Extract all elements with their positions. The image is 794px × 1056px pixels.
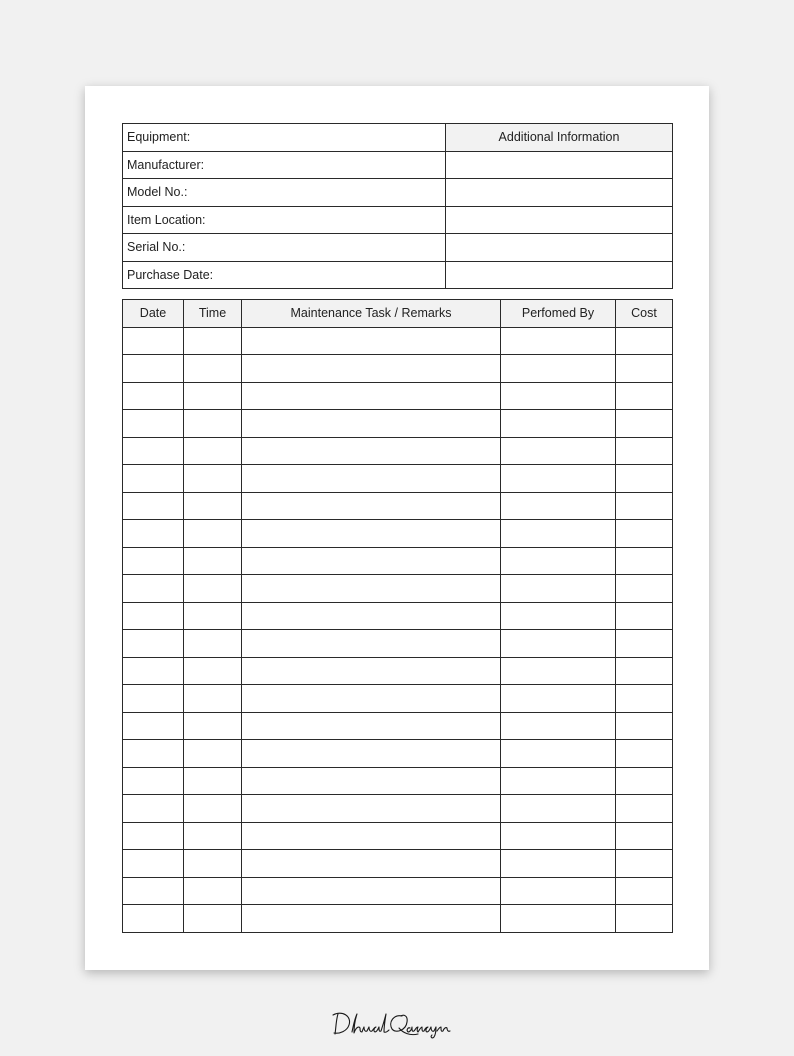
task-remarks-cell[interactable]: [242, 657, 501, 685]
cost-cell[interactable]: [616, 905, 673, 933]
equipment-info-table: [122, 123, 673, 289]
log-row: [123, 740, 673, 768]
log-row: [123, 630, 673, 658]
date-cell[interactable]: [123, 492, 184, 520]
cost-cell[interactable]: [616, 602, 673, 630]
additional-info-cell[interactable]: [446, 234, 673, 262]
time-cell[interactable]: [184, 547, 242, 575]
task-remarks-cell[interactable]: [242, 437, 501, 465]
date-cell[interactable]: [123, 327, 184, 355]
task-remarks-cell[interactable]: [242, 520, 501, 548]
log-row: [123, 602, 673, 630]
signature-logo: [330, 1006, 464, 1040]
model-no-label: Model No.:: [123, 179, 446, 207]
date-cell[interactable]: [123, 602, 184, 630]
purchase-date-label: Purchase Date:: [123, 261, 446, 289]
time-cell[interactable]: [184, 492, 242, 520]
serial-no-label: Serial No.:: [123, 234, 446, 262]
date-cell[interactable]: [123, 767, 184, 795]
log-row: [123, 355, 673, 383]
task-remarks-cell[interactable]: [242, 795, 501, 823]
log-row: [123, 822, 673, 850]
info-row-purchase-date: [123, 261, 673, 289]
item-location-label: Item Location:: [123, 206, 446, 234]
date-cell[interactable]: [123, 575, 184, 603]
log-header-row: [123, 300, 673, 328]
cost-cell[interactable]: [616, 657, 673, 685]
task-remarks-cell[interactable]: [242, 355, 501, 383]
cost-cell[interactable]: [616, 520, 673, 548]
cost-cell[interactable]: [616, 850, 673, 878]
time-cell[interactable]: [184, 740, 242, 768]
performed-by-column-header: Perfomed By: [501, 300, 616, 328]
cost-cell[interactable]: [616, 740, 673, 768]
time-cell[interactable]: [184, 520, 242, 548]
performed-by-cell[interactable]: [501, 905, 616, 933]
date-cell[interactable]: [123, 630, 184, 658]
log-row: [123, 712, 673, 740]
time-cell[interactable]: [184, 877, 242, 905]
performed-by-cell[interactable]: [501, 547, 616, 575]
date-cell[interactable]: [123, 382, 184, 410]
log-row: [123, 437, 673, 465]
maintenance-log-table: [122, 299, 673, 933]
task-remarks-cell[interactable]: [242, 740, 501, 768]
date-cell[interactable]: [123, 355, 184, 383]
date-cell[interactable]: [123, 657, 184, 685]
task-remarks-cell[interactable]: [242, 630, 501, 658]
cost-cell[interactable]: [616, 877, 673, 905]
time-cell[interactable]: [184, 602, 242, 630]
time-cell[interactable]: [184, 795, 242, 823]
time-cell[interactable]: [184, 712, 242, 740]
time-cell[interactable]: [184, 905, 242, 933]
task-remarks-column-header: Maintenance Task / Remarks: [242, 300, 501, 328]
date-cell[interactable]: [123, 685, 184, 713]
equipment-label: Equipment:: [123, 124, 446, 152]
cost-cell[interactable]: [616, 355, 673, 383]
performed-by-cell[interactable]: [501, 822, 616, 850]
task-remarks-cell[interactable]: [242, 547, 501, 575]
cost-cell[interactable]: [616, 795, 673, 823]
performed-by-cell[interactable]: [501, 657, 616, 685]
log-row: [123, 492, 673, 520]
manufacturer-label: Manufacturer:: [123, 151, 446, 179]
performed-by-cell[interactable]: [501, 410, 616, 438]
performed-by-cell[interactable]: [501, 327, 616, 355]
time-cell[interactable]: [184, 575, 242, 603]
performed-by-cell[interactable]: [501, 877, 616, 905]
performed-by-cell[interactable]: [501, 437, 616, 465]
date-cell[interactable]: [123, 712, 184, 740]
date-cell[interactable]: [123, 877, 184, 905]
log-row: [123, 877, 673, 905]
log-row: [123, 685, 673, 713]
task-remarks-cell[interactable]: [242, 767, 501, 795]
performed-by-cell[interactable]: [501, 382, 616, 410]
date-cell[interactable]: [123, 795, 184, 823]
performed-by-cell[interactable]: [501, 630, 616, 658]
log-row: [123, 520, 673, 548]
log-row: [123, 410, 673, 438]
date-cell[interactable]: [123, 905, 184, 933]
log-row: [123, 850, 673, 878]
performed-by-cell[interactable]: [501, 602, 616, 630]
additional-info-cell[interactable]: [446, 151, 673, 179]
performed-by-cell[interactable]: [501, 740, 616, 768]
log-row: [123, 382, 673, 410]
log-row: [123, 905, 673, 933]
additional-info-cell[interactable]: [446, 179, 673, 207]
date-cell[interactable]: [123, 437, 184, 465]
task-remarks-cell[interactable]: [242, 850, 501, 878]
performed-by-cell[interactable]: [501, 685, 616, 713]
additional-information-header: Additional Information: [446, 124, 673, 152]
log-row: [123, 575, 673, 603]
date-cell[interactable]: [123, 410, 184, 438]
task-remarks-cell[interactable]: [242, 382, 501, 410]
time-cell[interactable]: [184, 382, 242, 410]
cost-cell[interactable]: [616, 630, 673, 658]
planner-sheet: [85, 86, 709, 970]
time-cell[interactable]: [184, 327, 242, 355]
cost-cell[interactable]: [616, 685, 673, 713]
time-cell[interactable]: [184, 465, 242, 493]
info-row-item-location: [123, 206, 673, 234]
cost-cell[interactable]: [616, 410, 673, 438]
log-row: [123, 547, 673, 575]
performed-by-cell[interactable]: [501, 575, 616, 603]
task-remarks-cell[interactable]: [242, 575, 501, 603]
info-row-model-no: [123, 179, 673, 207]
performed-by-cell[interactable]: [501, 520, 616, 548]
date-cell[interactable]: [123, 850, 184, 878]
cost-cell[interactable]: [616, 382, 673, 410]
additional-info-cell[interactable]: [446, 206, 673, 234]
performed-by-cell[interactable]: [501, 712, 616, 740]
cost-cell[interactable]: [616, 437, 673, 465]
time-cell[interactable]: [184, 822, 242, 850]
performed-by-cell[interactable]: [501, 355, 616, 383]
cost-cell[interactable]: [616, 712, 673, 740]
task-remarks-cell[interactable]: [242, 905, 501, 933]
performed-by-cell[interactable]: [501, 795, 616, 823]
info-row-serial-no: [123, 234, 673, 262]
date-cell[interactable]: [123, 740, 184, 768]
performed-by-cell[interactable]: [501, 850, 616, 878]
time-column-header: Time: [184, 300, 242, 328]
task-remarks-cell[interactable]: [242, 822, 501, 850]
cost-column-header: Cost: [616, 300, 673, 328]
cost-cell[interactable]: [616, 575, 673, 603]
cost-cell[interactable]: [616, 822, 673, 850]
info-row-manufacturer: [123, 151, 673, 179]
info-row-equipment: [123, 124, 673, 152]
task-remarks-cell[interactable]: [242, 492, 501, 520]
task-remarks-cell[interactable]: [242, 712, 501, 740]
additional-info-cell[interactable]: [446, 261, 673, 289]
date-column-header: Date: [123, 300, 184, 328]
performed-by-cell[interactable]: [501, 492, 616, 520]
cost-cell[interactable]: [616, 492, 673, 520]
log-row: [123, 327, 673, 355]
performed-by-cell[interactable]: [501, 767, 616, 795]
cost-cell[interactable]: [616, 547, 673, 575]
time-cell[interactable]: [184, 850, 242, 878]
log-body: [123, 327, 673, 932]
task-remarks-cell[interactable]: [242, 877, 501, 905]
date-cell[interactable]: [123, 465, 184, 493]
time-cell[interactable]: [184, 410, 242, 438]
time-cell[interactable]: [184, 767, 242, 795]
task-remarks-cell[interactable]: [242, 327, 501, 355]
time-cell[interactable]: [184, 685, 242, 713]
time-cell[interactable]: [184, 355, 242, 383]
task-remarks-cell[interactable]: [242, 410, 501, 438]
date-cell[interactable]: [123, 547, 184, 575]
cost-cell[interactable]: [616, 465, 673, 493]
log-row: [123, 657, 673, 685]
task-remarks-cell[interactable]: [242, 602, 501, 630]
time-cell[interactable]: [184, 437, 242, 465]
performed-by-cell[interactable]: [501, 465, 616, 493]
log-row: [123, 465, 673, 493]
task-remarks-cell[interactable]: [242, 465, 501, 493]
date-cell[interactable]: [123, 520, 184, 548]
time-cell[interactable]: [184, 657, 242, 685]
cost-cell[interactable]: [616, 327, 673, 355]
log-row: [123, 795, 673, 823]
time-cell[interactable]: [184, 630, 242, 658]
cost-cell[interactable]: [616, 767, 673, 795]
task-remarks-cell[interactable]: [242, 685, 501, 713]
log-row: [123, 767, 673, 795]
date-cell[interactable]: [123, 822, 184, 850]
